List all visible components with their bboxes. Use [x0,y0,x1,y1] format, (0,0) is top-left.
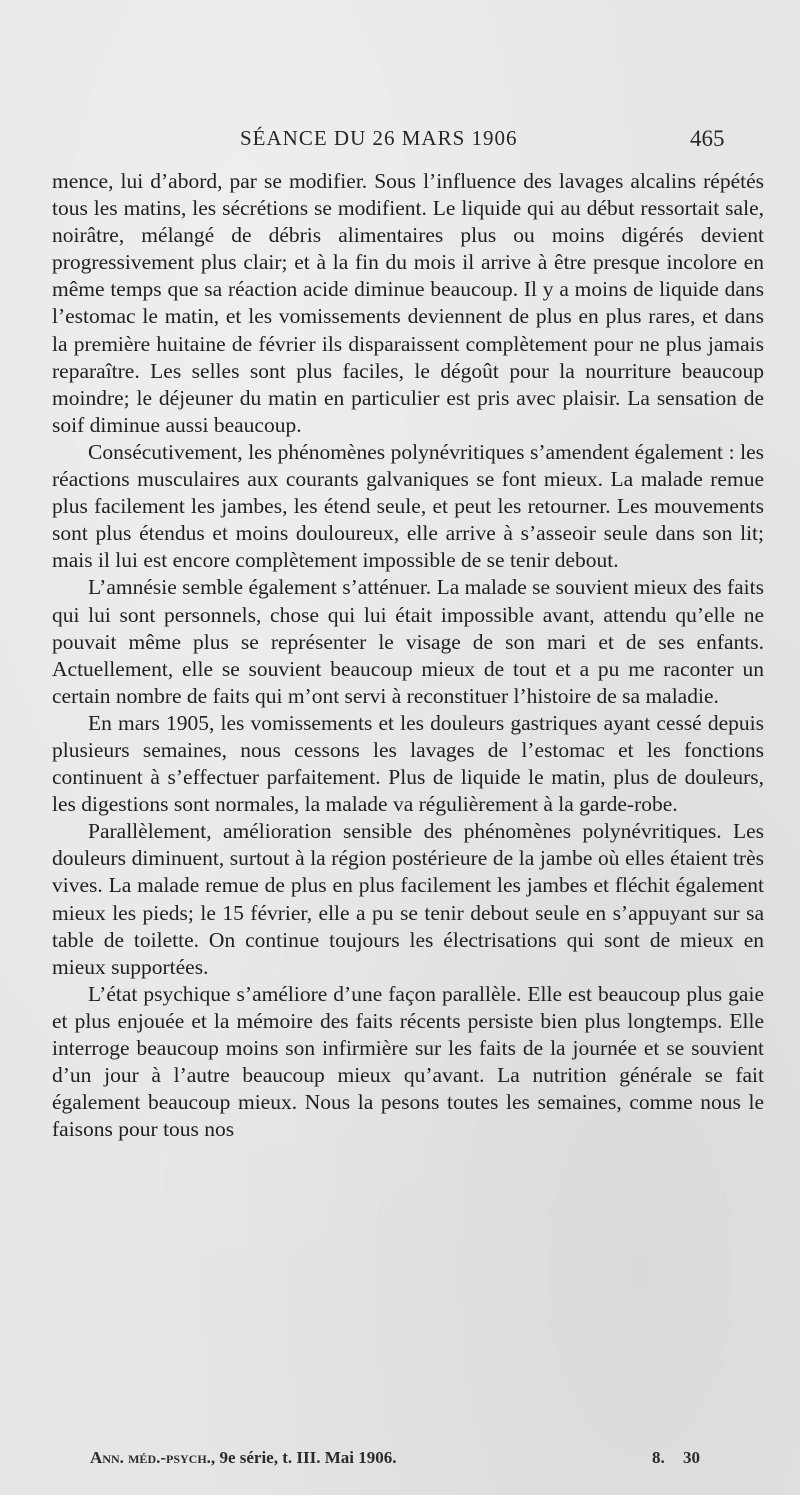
footer-journal-abbrev: Ann. méd.-psych., [90,1448,216,1467]
footer-journal [90,1448,397,1468]
paragraph-improvement: Parallèlement, amélioration sensible des phénomènes polynévritiques. Les douleurs diminuent, surtout à la région postérieure de la jambe où elles étaient très vives. La malade remue de plus en plus facilement les jambes et fléchit également mieux les pieds; le 15 février, elle a pu se tenir debout seule en s’appuyant sur sa table de toilette. On continue toujours les électrisations qui sont de mieux en mieux supportées. [52,819,764,979]
running-head-title: SÉANCE DU 26 MARS 1906 [240,126,518,150]
page-footer [0,1448,800,1476]
page-number: 465 [690,126,725,151]
paragraph-continuation: mence, lui d’abord, par se modifier. Sous l’influence des lavages alcalins répétés tous les matins, les sécrétions se modifient. Le liquide qui au début ressortait sale, noirâtre, mélangé de débris alimentaires plus ou moins digérés devient progressivement plus clair; et à la fin du mois il arrive à être presque incolore en même temps que sa réaction acide diminue beaucoup. Il y a moins de liquide dans l’estomac le matin, et les vomissements deviennent de plus en plus rares, et dans la première huitaine de février ils disparaissent complètement pour ne plus jamais reparaître. Les selles sont plus faciles, le dégoût pour la nourriture beaucoup moindre; le déjeuner du matin en particulier est pris avec plaisir. La sensation de soif diminue aussi beaucoup. [52,169,764,437]
running-head [0,126,800,156]
footer-signature: 8. 30 [652,1448,700,1467]
paragraph-amnesia: L’amnésie semble également s’atténuer. La malade se souvient mieux des faits qui lui sont personnels, chose qui lui était impossible avant, attendu qu’elle ne pouvait même plus se représenter le visage de son mari et de ses enfants. Actuellement, elle se souvient beaucoup mieux de tout et a pu me raconter un certain nombre de faits qui m’ont servi à reconstituer l’histoire de sa maladie. [52,575,764,708]
body-text [52,168,764,1143]
paragraph-psychic-state: L’état psychique s’améliore d’une façon parallèle. Elle est beaucoup plus gaie et plus enjouée et la mémoire des faits récents persiste bien plus longtemps. Elle interroge beaucoup moins son infirmière sur les faits de la journée et se souvient d’un jour à l’autre beaucoup mieux qu’avant. La nutrition générale se fait également beaucoup mieux. Nous la pesons toutes les semaines, comme nous le faisons pour tous nos [52,981,764,1142]
paragraph-march-1905: En mars 1905, les vomissements et les douleurs gastriques ayant cessé depuis plusieurs semaines, nous cessons les lavages de l’estomac et les fonctions continuent à s’effectuer parfaitement. Plus de liquide le matin, plus de douleurs, les digestions sont normales, la malade va régulièrement à la garde-robe. [52,710,764,817]
paragraph-polyneuritis: Consécutivement, les phénomènes polynévritiques s’amendent également : les réactions musculaires aux courants galvaniques se font mieux. La malade remue plus facilement les jambes, les étend seule, et peut les retourner. Les mouvements sont plus étendus et moins douloureux, elle arrive à s’asseoir seule dans son lit; mais il lui est encore complètement impossible de se tenir debout. [52,439,764,573]
footer-series-info: 9e série, t. III. Mai 1906. [219,1448,397,1467]
